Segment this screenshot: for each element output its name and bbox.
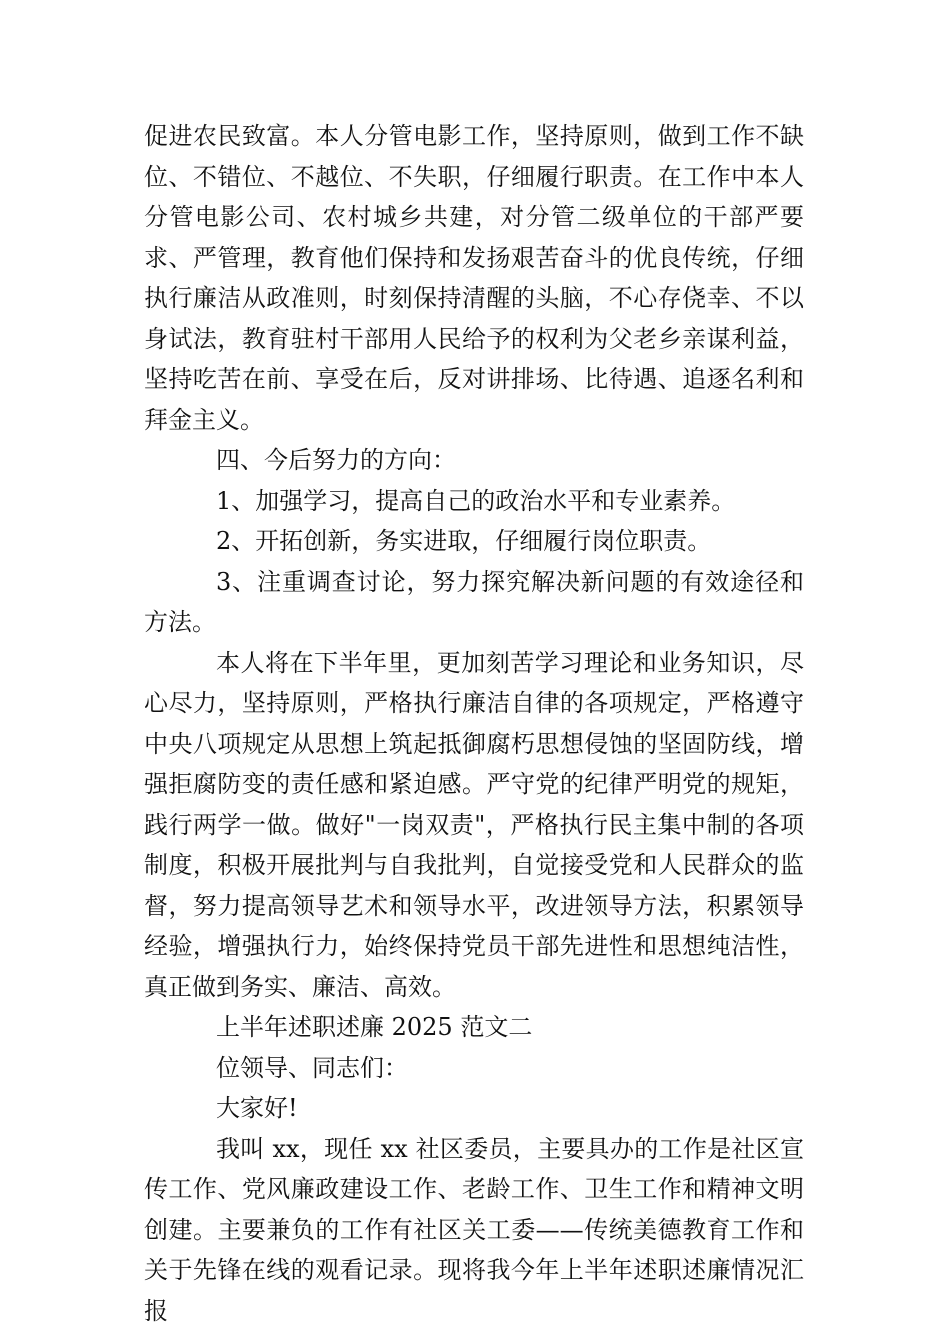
paragraph-introduction: 我叫 xx，现任 xx 社区委员，主要具办的工作是社区宣传工作、党风廉政建设工作、老龄工作、卫生工作和精神文明创建。主要兼负的工作有社区关工委——传统美德教育工作和关于先锋在线的观看记录。现将我今年上半年述职述廉情况汇报 [144,1134,804,1325]
list-item-1: 1、加强学习，提高自己的政治水平和专业素养。 [216,486,736,515]
salutation: 位领导、同志们： [216,1053,408,1082]
paragraph-commitment: 本人将在下半年里，更加刻苦学习理论和业务知识，尽心尽力，坚持原则，严格执行廉洁自律的各项规定，严格遵守中央八项规定从思想上筑起抵御腐朽思想侵蚀的坚固防线，增强拒腐防变的责任感和紧迫感。严守党的纪律严明党的规矩，践行两学一做。做好"一岗双责"，严格执行民主集中制的各项制度，积极开展批判与自我批判，自觉接受党和人民群众的监督，努力提高领导艺术和领导水平，改进领导方法，积累领导经验，增强执行力，始终保持党员干部先进性和思想纯洁性，真正做到务实、廉洁、高效。 [144,648,804,1001]
greeting: 大家好! [216,1094,298,1122]
article-title-sample-two: 上半年述职述廉 2025 范文二 [216,1013,533,1041]
paragraph-continuation: 促进农民致富。本人分管电影工作，坚持原则，做到工作不缺位、不错位、不越位、不失职，仔细履行职责。在工作中本人分管电影公司、农村城乡共建，对分管二级单位的干部严要求、严管理，教育他们保持和发扬艰苦奋斗的优良传统，仔细执行廉洁从政准则，时刻保持清醒的头脑，不心存侥幸、不以身试法，教育驻村干部用人民给予的权利为父老乡亲谋利益，坚持吃苦在前、享受在后，反对讲排场、比待遇、追逐名利和拜金主义。 [144,122,804,434]
list-item-3: 3、注重调查讨论，努力探究解决新问题的有效途径和方法。 [144,567,804,636]
document-body [144,116,804,1331]
list-item-2: 2、开拓创新，务实进取，仔细履行岗位职责。 [216,527,712,555]
section-heading-future-direction: 四、今后努力的方向： [216,446,456,474]
